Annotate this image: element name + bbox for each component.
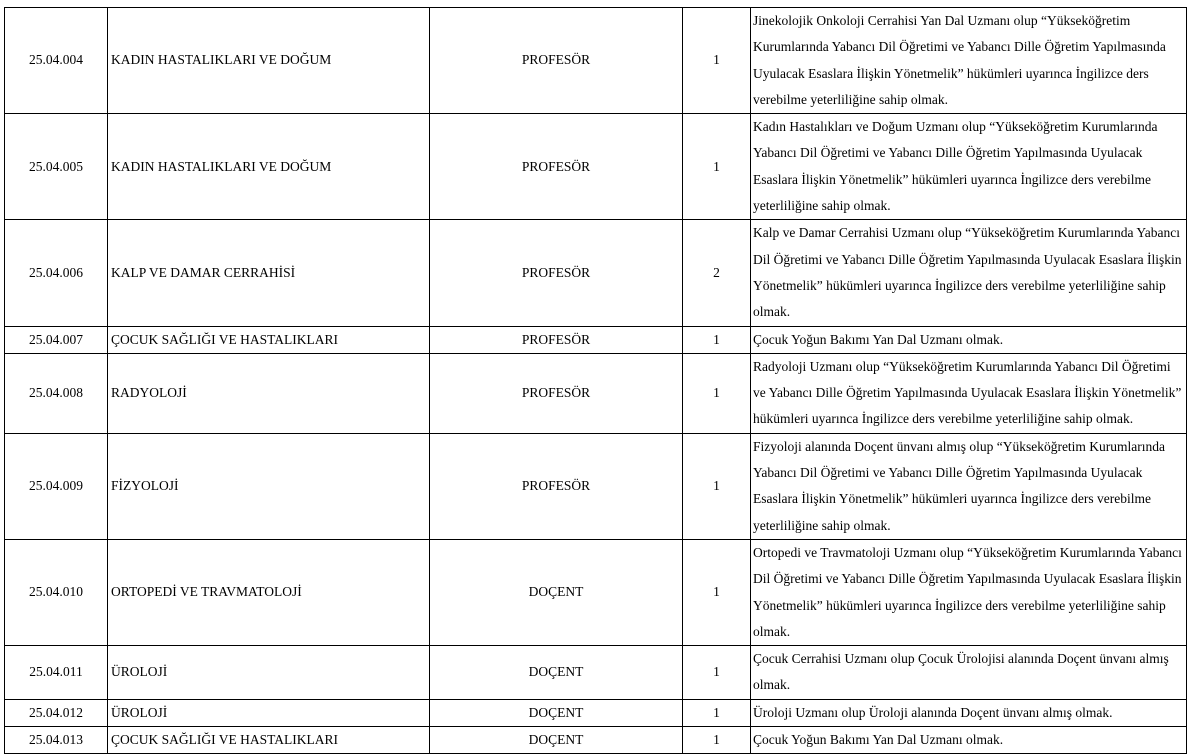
table-row (5, 353, 1187, 433)
academic-title: DOÇENT (430, 699, 683, 726)
requirement-text: Kalp ve Damar Cerrahisi Uzmanı olup “Yükseköğretim Kurumlarında Yabancı Dil Öğretimi ve Yabancı Dille Öğretim Yapılmasında Uyulacak Esaslara İlişkin Yönetmelik” hükümleri uyarınca İngilizce ders verebilme yeterliliğine sahip olmak. (751, 220, 1187, 326)
requirement-text: Fizyoloji alanında Doçent ünvanı almış olup “Yükseköğretim Kurumlarında Yabancı Dil Öğretimi ve Yabancı Dille Öğretim Yapılmasında Uyulacak Esaslara İlişkin Yönetmelik” hükümleri uyarınca İngilizce ders verebilme yeterliliğine sahip olmak. (751, 433, 1187, 539)
requirement-text: Üroloji Uzmanı olup Üroloji alanında Doçent ünvanı almış olmak. (751, 699, 1187, 726)
position-count: 1 (683, 8, 751, 114)
table-row (5, 326, 1187, 353)
academic-title: PROFESÖR (430, 433, 683, 539)
requirement-text: Çocuk Yoğun Bakımı Yan Dal Uzmanı olmak. (751, 727, 1187, 754)
department-name: RADYOLOJİ (108, 353, 430, 433)
department-name: ÇOCUK SAĞLIĞI VE HASTALIKLARI (108, 727, 430, 754)
table-row (5, 433, 1187, 539)
table-row (5, 539, 1187, 645)
academic-title: PROFESÖR (430, 8, 683, 114)
position-code: 25.04.013 (5, 727, 108, 754)
academic-title: PROFESÖR (430, 114, 683, 220)
table-row (5, 8, 1187, 114)
academic-title: PROFESÖR (430, 353, 683, 433)
position-count: 1 (683, 433, 751, 539)
academic-title: DOÇENT (430, 646, 683, 700)
position-count: 1 (683, 326, 751, 353)
position-code: 25.04.012 (5, 699, 108, 726)
requirement-text: Radyoloji Uzmanı olup “Yükseköğretim Kurumlarında Yabancı Dil Öğretimi ve Yabancı Dille Öğretim Yapılmasında Uyulacak Esaslara İlişkin Yönetmelik” hükümleri uyarınca İngilizce ders verebilme yeterliliğine sahip olmak. (751, 353, 1187, 433)
position-count: 1 (683, 727, 751, 754)
table-row (5, 727, 1187, 754)
department-name: KALP VE DAMAR CERRAHİSİ (108, 220, 430, 326)
position-code: 25.04.010 (5, 539, 108, 645)
position-count: 1 (683, 114, 751, 220)
department-name: KADIN HASTALIKLARI VE DOĞUM (108, 8, 430, 114)
position-code: 25.04.008 (5, 353, 108, 433)
table-row (5, 646, 1187, 700)
position-count: 1 (683, 353, 751, 433)
table-row (5, 220, 1187, 326)
position-count: 1 (683, 699, 751, 726)
department-name: FİZYOLOJİ (108, 433, 430, 539)
positions-table (4, 7, 1187, 754)
department-name: ÜROLOJİ (108, 699, 430, 726)
academic-title: PROFESÖR (430, 326, 683, 353)
table-row (5, 699, 1187, 726)
academic-title: DOÇENT (430, 539, 683, 645)
requirement-text: Jinekolojik Onkoloji Cerrahisi Yan Dal Uzmanı olup “Yükseköğretim Kurumlarında Yabancı Dil Öğretimi ve Yabancı Dille Öğretim Yapılmasında Uyulacak Esaslara İlişkin Yönetmelik” hükümleri uyarınca İngilizce ders verebilme yeterliliğine sahip olmak. (751, 8, 1187, 114)
position-code: 25.04.011 (5, 646, 108, 700)
academic-title: DOÇENT (430, 727, 683, 754)
table-row (5, 114, 1187, 220)
position-code: 25.04.009 (5, 433, 108, 539)
position-code: 25.04.007 (5, 326, 108, 353)
academic-title: PROFESÖR (430, 220, 683, 326)
requirement-text: Ortopedi ve Travmatoloji Uzmanı olup “Yükseköğretim Kurumlarında Yabancı Dil Öğretimi ve Yabancı Dille Öğretim Yapılmasında Uyulacak Esaslara İlişkin Yönetmelik” hükümleri uyarınca İngilizce ders verebilme yeterliliğine sahip olmak. (751, 539, 1187, 645)
position-code: 25.04.004 (5, 8, 108, 114)
position-count: 2 (683, 220, 751, 326)
position-count: 1 (683, 646, 751, 700)
position-code: 25.04.006 (5, 220, 108, 326)
department-name: KADIN HASTALIKLARI VE DOĞUM (108, 114, 430, 220)
position-count: 1 (683, 539, 751, 645)
requirement-text: Çocuk Yoğun Bakımı Yan Dal Uzmanı olmak. (751, 326, 1187, 353)
requirement-text: Kadın Hastalıkları ve Doğum Uzmanı olup “Yükseköğretim Kurumlarında Yabancı Dil Öğretimi ve Yabancı Dille Öğretim Yapılmasında Uyulacak Esaslara İlişkin Yönetmelik” hükümleri uyarınca İngilizce ders verebilme yeterliliğine sahip olmak. (751, 114, 1187, 220)
position-code: 25.04.005 (5, 114, 108, 220)
requirement-text: Çocuk Cerrahisi Uzmanı olup Çocuk Ürolojisi alanında Doçent ünvanı almış olmak. (751, 646, 1187, 700)
department-name: ÜROLOJİ (108, 646, 430, 700)
department-name: ORTOPEDİ VE TRAVMATOLOJİ (108, 539, 430, 645)
department-name: ÇOCUK SAĞLIĞI VE HASTALIKLARI (108, 326, 430, 353)
